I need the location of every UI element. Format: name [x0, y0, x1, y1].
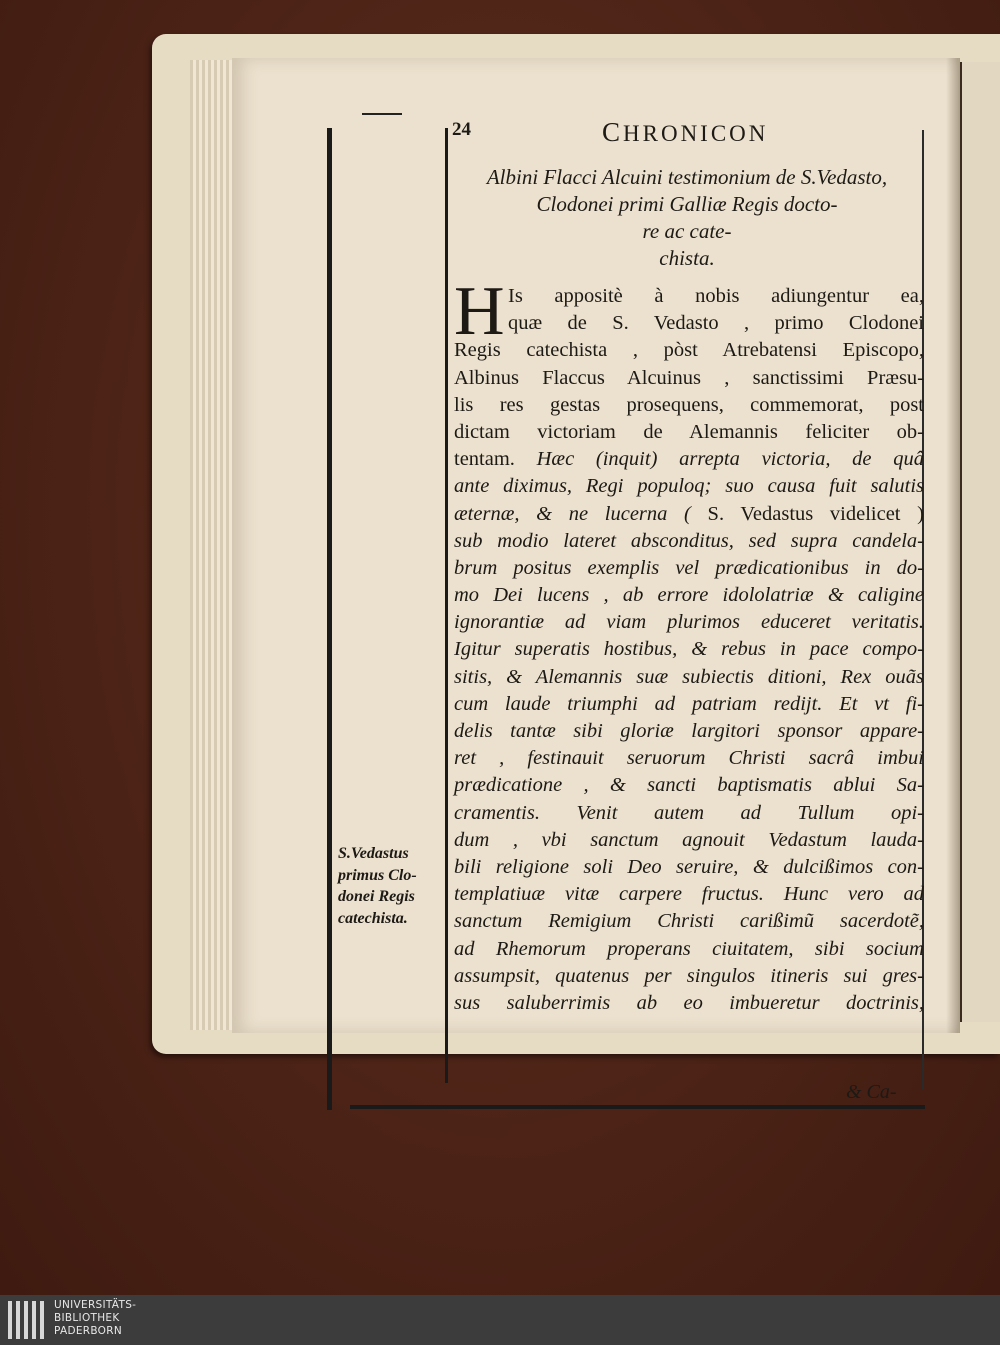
text-line: ante diximus, Regi populoq; suo causa fuit salutis — [454, 475, 924, 498]
top-ornament — [362, 113, 402, 115]
margin-note-line: S.Vedastus — [338, 845, 409, 862]
text-line: sus saluberrimis ab eo imbueretur doctrinis, — [454, 991, 924, 1014]
chapter-title — [452, 164, 922, 272]
text-line: sitis, & Alemannis suæ subiectis ditioni, Rex ouãs — [454, 665, 924, 688]
title-line: re ac cate- — [642, 219, 732, 243]
text-line: ignorantiæ ad viam plurimos educeret veritatis. — [454, 611, 924, 634]
title-line: Clodonei primi Galliæ Regis docto- — [536, 192, 838, 216]
text-line: Is appositè à nobis adiungentur ea, — [508, 285, 924, 307]
text-line: Igitur superatis hostibus, & rebus in pace compo- — [454, 638, 924, 661]
margin-note — [338, 843, 444, 929]
body-text — [454, 273, 924, 1017]
text-line — [454, 446, 924, 473]
margin-divider-rule — [445, 128, 448, 1083]
text-line: delis tantæ sibi gloriæ largitori sponsor appare- — [454, 720, 924, 742]
text-line: mo Dei lucens , ab errore idololatriæ & caligine — [454, 584, 924, 607]
logo-line: BIBLIOTHEK — [54, 1312, 120, 1324]
running-head: CHRONICON — [602, 117, 769, 147]
text-line: assumpsit, quatenus per singulos itineris sui gres- — [454, 964, 924, 987]
gutter-shadow — [946, 58, 960, 1033]
text-line — [454, 501, 924, 528]
library-logo-text — [54, 1299, 136, 1338]
text-line: brum positus exemplis vel prædicationibus in do- — [454, 556, 924, 579]
text-line: dum , vbi sanctum agnouit Vedastum lauda- — [454, 828, 924, 851]
text-line: lis res gestas prosequens, commemorat, post — [454, 393, 924, 416]
text-line: sub modio lateret absconditus, sed supra candela- — [454, 529, 924, 552]
text-segment: tentam. — [454, 448, 537, 471]
title-line: chista. — [659, 246, 715, 270]
quotation-segment: æternæ, & ne lucerna ( — [454, 502, 708, 525]
text-line: Regis catechista , pòst Atrebatensi Episcopo, — [454, 339, 924, 362]
text-line: cum laude triumphi ad patriam redijt. Et vt fi- — [454, 692, 924, 715]
margin-note-line: donei Regis — [338, 888, 415, 905]
quotation-segment: Hæc (inquit) arrepta victoria, de quâ — [536, 448, 924, 471]
text-line: bili religione soli Deo seruire, & dulcißimos con- — [454, 855, 924, 878]
text-line: ad Rhemorum properans ciuitatem, sibi socium — [454, 937, 924, 960]
footer-bar — [0, 1295, 1000, 1345]
drop-cap: H — [454, 273, 505, 350]
text-line: quæ de S. Vedasto , primo Clodonei — [508, 312, 924, 335]
left-frame-rule — [327, 128, 332, 1110]
facing-page-edge — [960, 62, 1000, 1022]
text-line: Albinus Flaccus Alcuinus , sanctissimi Præsu- — [454, 366, 924, 389]
logo-line: UNIVERSITÄTS- — [54, 1299, 137, 1311]
margin-note-line: primus Clo- — [338, 866, 417, 884]
text-line: prædicatione , & sancti baptismatis ablui Sa- — [454, 774, 924, 797]
margin-note-line: catechista. — [338, 909, 408, 927]
text-line: sanctum Remigium Christi carißimũ sacerdotẽ, — [454, 910, 924, 933]
page-number: 24 — [452, 119, 471, 140]
logo-line: PADERBORN — [54, 1325, 122, 1337]
text-line: dictam victoriam de Alemannis feliciter ob- — [454, 420, 924, 443]
text-line: cramentis. Venit autem ad Tullum opi- — [454, 801, 924, 824]
title-line: Albini Flacci Alcuini testimonium de S.Vedasto, — [486, 165, 888, 189]
library-logo-icon — [8, 1301, 50, 1339]
bottom-frame-rule — [350, 1105, 925, 1109]
text-segment: S. Vedastus videlicet ) — [707, 502, 924, 525]
text-line: templatiuæ vitæ carpere fructus. Hunc vero ad — [454, 883, 924, 906]
text-line: ret , festinauit seruorum Christi sacrâ imbui — [454, 747, 924, 770]
catchword: & Ca- — [846, 1081, 897, 1103]
